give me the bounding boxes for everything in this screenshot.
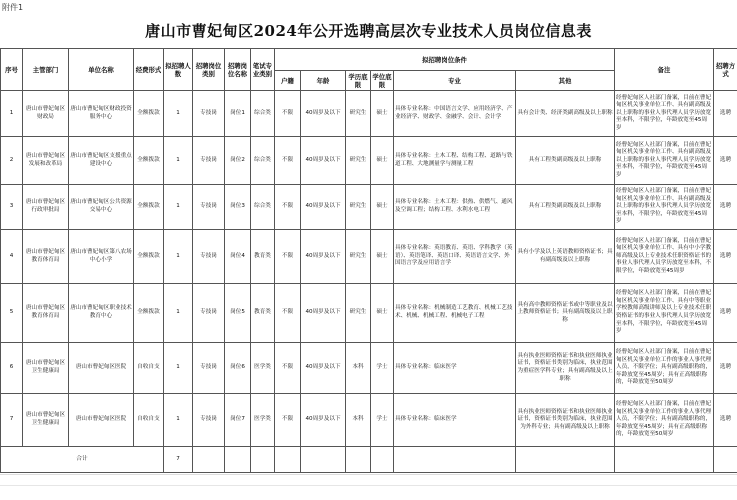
cell-exam-type: 医学类 — [251, 394, 275, 447]
cell-other: 具有小学及以上英语教师资格证书；具有副高级及以上职称 — [516, 230, 615, 284]
cell-post-type: 专技岗 — [193, 343, 225, 394]
cell-education: 本科 — [346, 394, 371, 447]
cell-degree: 硕士 — [371, 230, 394, 284]
sheet-empty-row — [0, 474, 737, 486]
header-post-type: 招聘岗位类别 — [193, 49, 225, 91]
cell-remarks: 经曹妃甸区人社部门备案，目前在曹妃甸区机关事业单位工作、具有中等职业学校教师高级讲师及以上专业技术任职资格证书的事业人事代理人员学历放宽至本科，不限学位，年龄放宽至45周岁 — [615, 284, 714, 343]
cell-education: 研究生 — [346, 91, 371, 137]
cell-major: 具体专业名称：土木工程、结构工程、道路与铁道工程、大地测量学与测量工程 — [394, 137, 516, 185]
cell-count: 1 — [164, 394, 193, 447]
cell-post-type: 专技岗 — [193, 91, 225, 137]
cell-other: 具有工程类副高级及以上职称 — [516, 185, 615, 230]
cell-remarks: 经曹妃甸区人社部门备案，目前在曹妃甸区机关事业单位工作、具有副高级及以上职称的事业人事代理人员学历放宽至本科，不限学位，年龄放宽至45周岁 — [615, 137, 714, 185]
header-education: 学历底限 — [346, 71, 371, 91]
cell-method: 选聘 — [714, 137, 737, 185]
cell-age: 40周岁及以下 — [301, 343, 346, 394]
cell-degree: 学士 — [371, 343, 394, 394]
header-conditions: 拟招聘岗位条件 — [275, 49, 615, 71]
cell-index: 5 — [1, 284, 23, 343]
cell-remarks: 经曹妃甸区人社部门备案，目前在曹妃甸区机关事业单位工作、具有副高级及以上职称的事业人事代理人员学历放宽至本科，不限学位，年龄放宽至45周岁 — [615, 91, 714, 137]
cell-funding: 全额拨款 — [134, 230, 164, 284]
header-department: 主管部门 — [23, 49, 69, 91]
cell-other: 具有执业医师资格证书和执业医师执业证书，资格证书类别为临床，执业范围为外科专业；具有副高级及以上职称 — [516, 394, 615, 447]
table-row — [1, 343, 737, 394]
total-count: 7 — [164, 447, 193, 473]
cell-department: 唐山市曹妃甸区发展和改革局 — [23, 137, 69, 185]
cell-hukou: 不限 — [275, 185, 301, 230]
cell-age: 40周岁及以下 — [301, 91, 346, 137]
cell-department: 唐山市曹妃甸区教育体育局 — [23, 230, 69, 284]
header-major: 专业 — [394, 71, 516, 91]
cell-department: 唐山市曹妃甸区卫生健康局 — [23, 343, 69, 394]
cell-funding: 自收自支 — [134, 343, 164, 394]
cell-other: 具有高中教师资格证书或中等职业及以上教师资格证书；具有副高级及以上职称 — [516, 284, 615, 343]
cell-other: 具有工程类副高级及以上职称 — [516, 137, 615, 185]
attachment-label: 附件1 — [2, 3, 24, 12]
cell-unit: 唐山市曹妃甸区医院 — [69, 394, 134, 447]
cell-major: 具体专业名称：临床医学 — [394, 394, 516, 447]
cell-index: 1 — [1, 91, 23, 137]
total-row — [1, 447, 737, 473]
page-title: 唐山市曹妃甸区2024年公开选聘高层次专业技术人员岗位信息表 — [145, 22, 592, 40]
cell-exam-type: 教育类 — [251, 230, 275, 284]
cell-post-name: 岗位7 — [225, 394, 251, 447]
cell-exam-type: 综合类 — [251, 185, 275, 230]
cell-index: 3 — [1, 185, 23, 230]
cell-post-name: 岗位4 — [225, 230, 251, 284]
header-count: 拟招聘人数 — [164, 49, 193, 91]
cell-age: 40周岁及以下 — [301, 394, 346, 447]
cell-post-name: 岗位2 — [225, 137, 251, 185]
cell-age: 40周岁及以下 — [301, 230, 346, 284]
cell-other: 具有会计类、经济类副高级及以上职称 — [516, 91, 615, 137]
cell-department: 唐山市曹妃甸区财政局 — [23, 91, 69, 137]
cell-degree: 硕士 — [371, 185, 394, 230]
header-remarks: 备注 — [615, 49, 714, 91]
cell-funding: 自收自支 — [134, 394, 164, 447]
cell-remarks: 经曹妃甸区人社部门备案，目前在曹妃甸区机关事业单位工作的事业人事代理人员，不限学位；具有副高级职称的，年龄放宽至45周岁；具有正高级职称的，年龄放宽至50周岁 — [615, 394, 714, 447]
cell-method: 选聘 — [714, 185, 737, 230]
header-hukou: 户籍 — [275, 71, 301, 91]
cell-method: 选聘 — [714, 343, 737, 394]
cell-count: 1 — [164, 343, 193, 394]
header-method: 招聘方式 — [714, 49, 737, 91]
cell-hukou: 不限 — [275, 91, 301, 137]
cell-education: 研究生 — [346, 230, 371, 284]
cell-method: 选聘 — [714, 230, 737, 284]
cell-degree: 学士 — [371, 394, 394, 447]
cell-department: 唐山市曹妃甸区行政审批局 — [23, 185, 69, 230]
table-row — [1, 91, 737, 137]
cell-post-name: 岗位1 — [225, 91, 251, 137]
cell-department: 唐山市曹妃甸区卫生健康局 — [23, 394, 69, 447]
cell-degree: 硕士 — [371, 91, 394, 137]
cell-major: 具体专业名称：机械制造工艺教育、机械工艺技术、机械、机械工程、机械电子工程 — [394, 284, 516, 343]
cell-unit: 唐山市曹妃甸区财政投资服务中心 — [69, 91, 134, 137]
cell-count: 1 — [164, 137, 193, 185]
cell-method: 选聘 — [714, 284, 737, 343]
cell-major: 具体专业名称：英语教育、英语、学科教学（英语）、英语笔译、英语口译、英语语言文学、外国语言学及应用语言学 — [394, 230, 516, 284]
cell-index: 6 — [1, 343, 23, 394]
cell-hukou: 不限 — [275, 343, 301, 394]
header-post-name: 招聘岗位名称 — [225, 49, 251, 91]
cell-hukou: 不限 — [275, 137, 301, 185]
cell-remarks: 经曹妃甸区人社部门备案，目前在曹妃甸区机关事业单位工作、具有副高级及以上职称的事业人事代理人员学历放宽至本科，不限学位，年龄放宽至45周岁 — [615, 185, 714, 230]
table-row — [1, 394, 737, 447]
cell-post-type: 专技岗 — [193, 230, 225, 284]
cell-post-name: 岗位6 — [225, 343, 251, 394]
cell-unit: 唐山市曹妃甸区支援重点建设中心 — [69, 137, 134, 185]
cell-method: 选聘 — [714, 91, 737, 137]
cell-unit: 唐山市曹妃甸区第八农场中心小学 — [69, 230, 134, 284]
cell-hukou: 不限 — [275, 284, 301, 343]
cell-exam-type: 教育类 — [251, 284, 275, 343]
cell-degree: 硕士 — [371, 284, 394, 343]
cell-hukou: 不限 — [275, 230, 301, 284]
cell-exam-type: 综合类 — [251, 137, 275, 185]
cell-degree: 硕士 — [371, 137, 394, 185]
cell-education: 研究生 — [346, 137, 371, 185]
header-age: 年龄 — [301, 71, 346, 91]
cell-post-name: 岗位3 — [225, 185, 251, 230]
cell-exam-type: 医学类 — [251, 343, 275, 394]
cell-post-type: 专技岗 — [193, 137, 225, 185]
table-row — [1, 284, 737, 343]
cell-major: 具体专业名称：临床医学 — [394, 343, 516, 394]
cell-funding: 全额拨款 — [134, 185, 164, 230]
cell-hukou: 不限 — [275, 394, 301, 447]
cell-age: 40周岁及以下 — [301, 284, 346, 343]
position-table — [0, 48, 737, 473]
cell-remarks: 经曹妃甸区人社部门备案，目前在曹妃甸区机关事业单位工作、具有中小学教师高级及以上专业技术任职资格证书的事业人事代理人员学历放宽至本科，不限学位，年龄放宽至45周岁 — [615, 230, 714, 284]
table-row — [1, 230, 737, 284]
cell-age: 40周岁及以下 — [301, 185, 346, 230]
header-index: 序号 — [1, 49, 23, 91]
header-other: 其他 — [516, 71, 615, 91]
cell-education: 研究生 — [346, 185, 371, 230]
cell-major: 具体专业名称：中国语言文学、应用经济学、产业经济学、财政学、金融学、会计、会计学 — [394, 91, 516, 137]
cell-remarks: 经曹妃甸区人社部门备案，目前在曹妃甸区机关事业单位工作的事业人事代理人员，不限学位；具有副高级职称的，年龄放宽至45周岁；具有正高级职称的，年龄放宽至50周岁 — [615, 343, 714, 394]
cell-exam-type: 综合类 — [251, 91, 275, 137]
cell-unit: 唐山市曹妃甸区医院 — [69, 343, 134, 394]
cell-count: 1 — [164, 185, 193, 230]
cell-post-type: 专技岗 — [193, 394, 225, 447]
cell-index: 2 — [1, 137, 23, 185]
table-row — [1, 137, 737, 185]
cell-post-type: 专技岗 — [193, 185, 225, 230]
header-unit: 单位名称 — [69, 49, 134, 91]
header-exam-type: 笔试专业类别 — [251, 49, 275, 91]
cell-method: 选聘 — [714, 394, 737, 447]
cell-department: 唐山市曹妃甸区教育体育局 — [23, 284, 69, 343]
cell-other: 具有执业医师资格证书和执业医师执业证书，资格证书类别为临床，执业范围为重症医学科专业；具有副高级及以上职称 — [516, 343, 615, 394]
cell-major: 具体专业名称：土木工程：供热、供燃气、通风及空调工程；结构工程、水利水电工程 — [394, 185, 516, 230]
cell-post-type: 专技岗 — [193, 284, 225, 343]
header-funding: 经费形式 — [134, 49, 164, 91]
cell-index: 7 — [1, 394, 23, 447]
cell-education: 本科 — [346, 343, 371, 394]
cell-post-name: 岗位5 — [225, 284, 251, 343]
cell-count: 1 — [164, 230, 193, 284]
cell-education: 研究生 — [346, 284, 371, 343]
cell-count: 1 — [164, 284, 193, 343]
cell-funding: 全额拨款 — [134, 91, 164, 137]
cell-count: 1 — [164, 91, 193, 137]
total-label: 合计 — [1, 447, 164, 473]
cell-unit: 唐山市曹妃甸区公共资源交易中心 — [69, 185, 134, 230]
cell-funding: 全额拨款 — [134, 284, 164, 343]
header-degree: 学位底限 — [372, 72, 392, 89]
cell-unit: 唐山市曹妃甸区职业技术教育中心 — [69, 284, 134, 343]
table-row — [1, 185, 737, 230]
cell-index: 4 — [1, 230, 23, 284]
cell-age: 40周岁及以下 — [301, 137, 346, 185]
cell-funding: 全额拨款 — [134, 137, 164, 185]
